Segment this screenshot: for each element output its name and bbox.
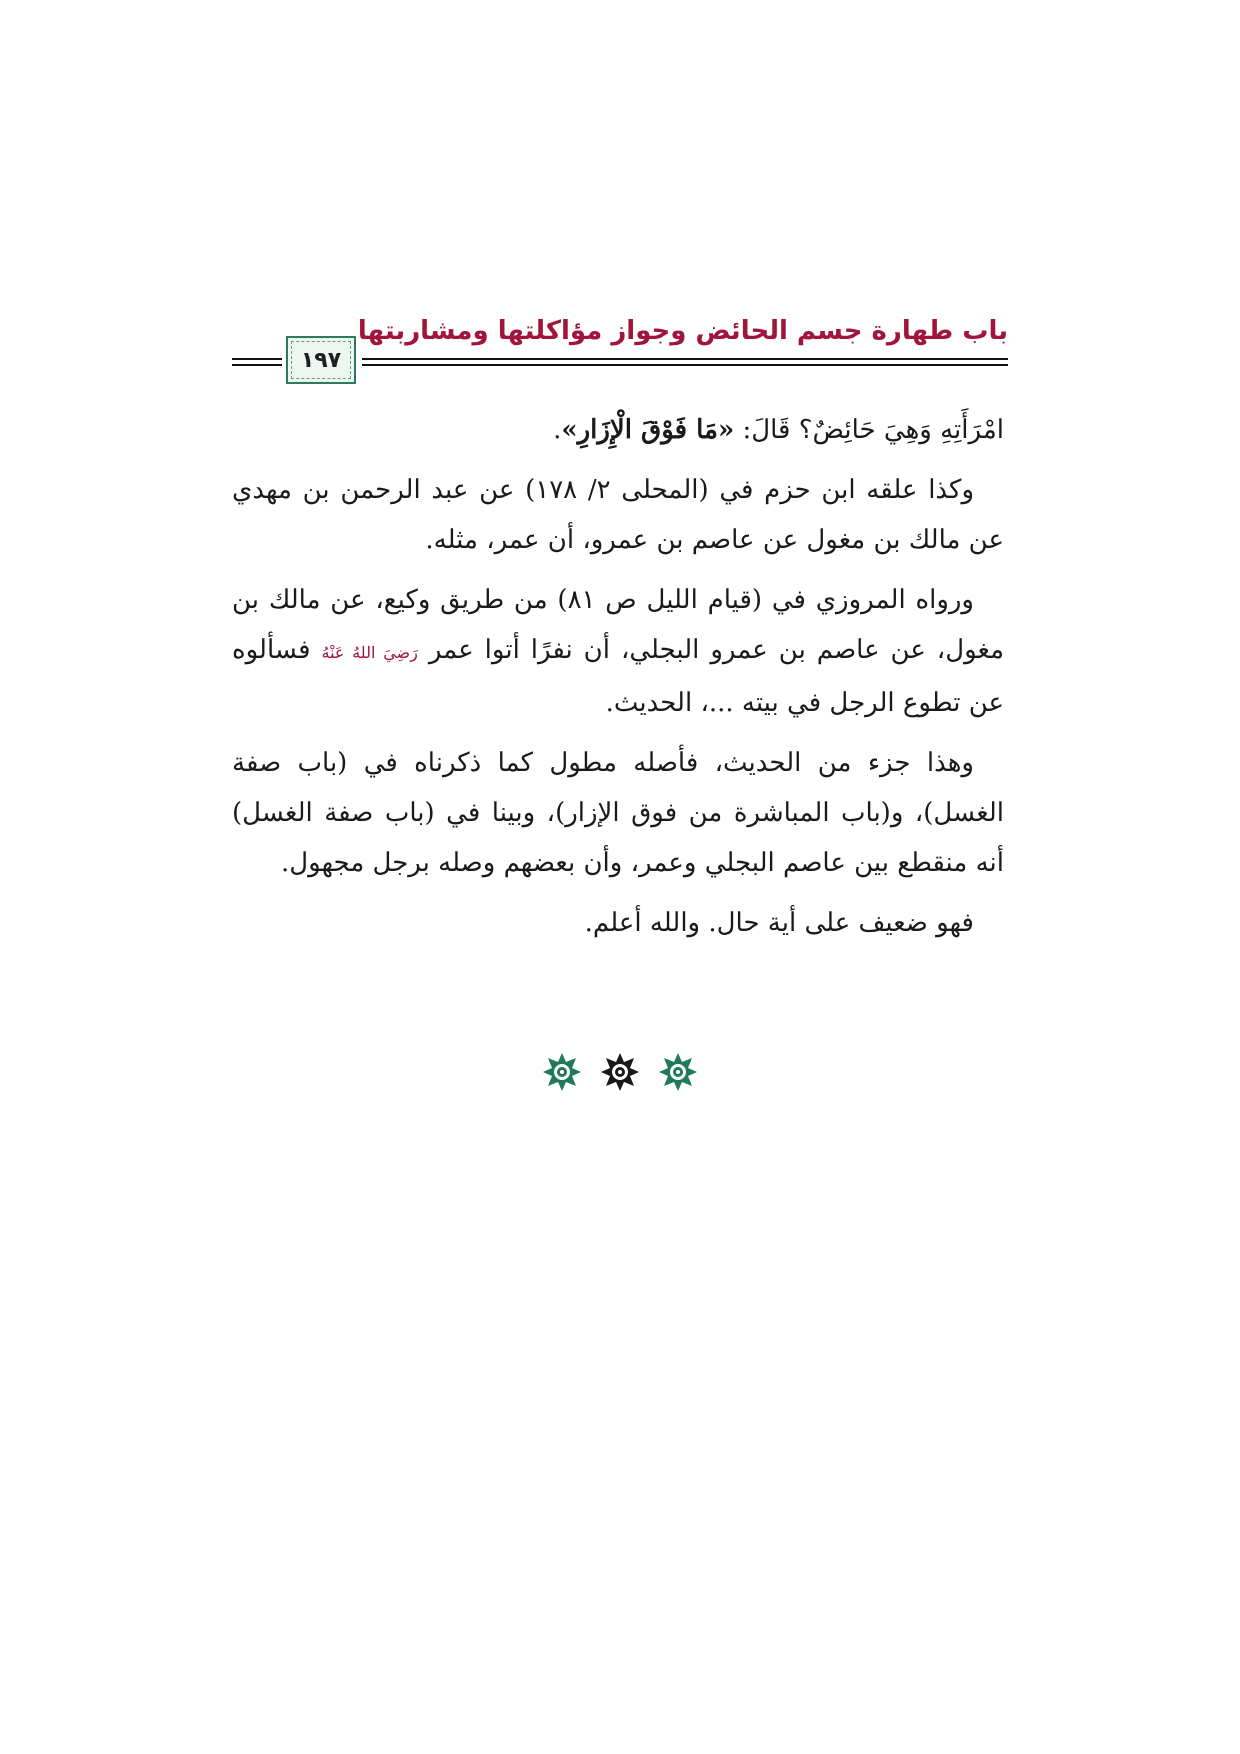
header-rule-left-top bbox=[232, 358, 282, 360]
page-number: ١٩٧ bbox=[300, 347, 342, 373]
honorific-glyph: رَضِيَ اللهُ عَنْهُ bbox=[321, 643, 418, 662]
paragraph-marwazi bbox=[232, 575, 1004, 728]
chapter-title: باب طهارة جسم الحائض وجواز مؤاكلتها ومشاربتها bbox=[357, 316, 1008, 346]
header-rule-right-top bbox=[362, 358, 1008, 360]
section-divider bbox=[0, 1052, 1240, 1092]
ornament-star-icon bbox=[600, 1052, 640, 1092]
page-number-badge bbox=[286, 336, 356, 384]
hadith-quote: «مَا فَوْقَ الْإِزَارِ» bbox=[561, 415, 735, 445]
ornament-star-icon bbox=[658, 1052, 698, 1092]
paragraph-conclusion: فهو ضعيف على أية حال. والله أعلم. bbox=[584, 908, 974, 938]
page-body bbox=[232, 405, 1004, 958]
marwazi-text-before: ورواه المروزي في (قيام الليل ص ٨١) من طريق وكيع، عن مالك بن مغول، عن عاصم بن عمرو البجلي، أن نفرًا أتوا عمر bbox=[232, 585, 1004, 665]
paragraph-ibn-hazm: وكذا علقه ابن حزم في (المحلى ٢/ ١٧٨) عن عبد الرحمن بن مهدي عن مالك بن مغول عن عاصم بن عمرو، أن عمر، مثله. bbox=[232, 475, 1004, 555]
continuation-line bbox=[232, 405, 1004, 455]
marwazi-text-after: فسألوه عن تطوع الرجل في بيته ...، الحديث. bbox=[232, 635, 1004, 718]
continuation-end: . bbox=[553, 415, 562, 445]
header-rule-right-bottom bbox=[362, 364, 1008, 366]
ornament-star-icon bbox=[542, 1052, 582, 1092]
header-rule-left-bottom bbox=[232, 364, 282, 366]
continuation-text: امْرَأَتِهِ وَهِيَ حَائِضٌ؟ قَالَ: bbox=[734, 415, 1004, 445]
paragraph-explanation: وهذا جزء من الحديث، فأصله مطول كما ذكرناه في (باب صفة الغسل)، و(باب المباشرة من فوق الإزار)، وبينا في (باب صفة الغسل) أنه منقطع بين عاصم البجلي وعمر، وأن بعضهم وصله برجل مجهول. bbox=[232, 748, 1004, 878]
